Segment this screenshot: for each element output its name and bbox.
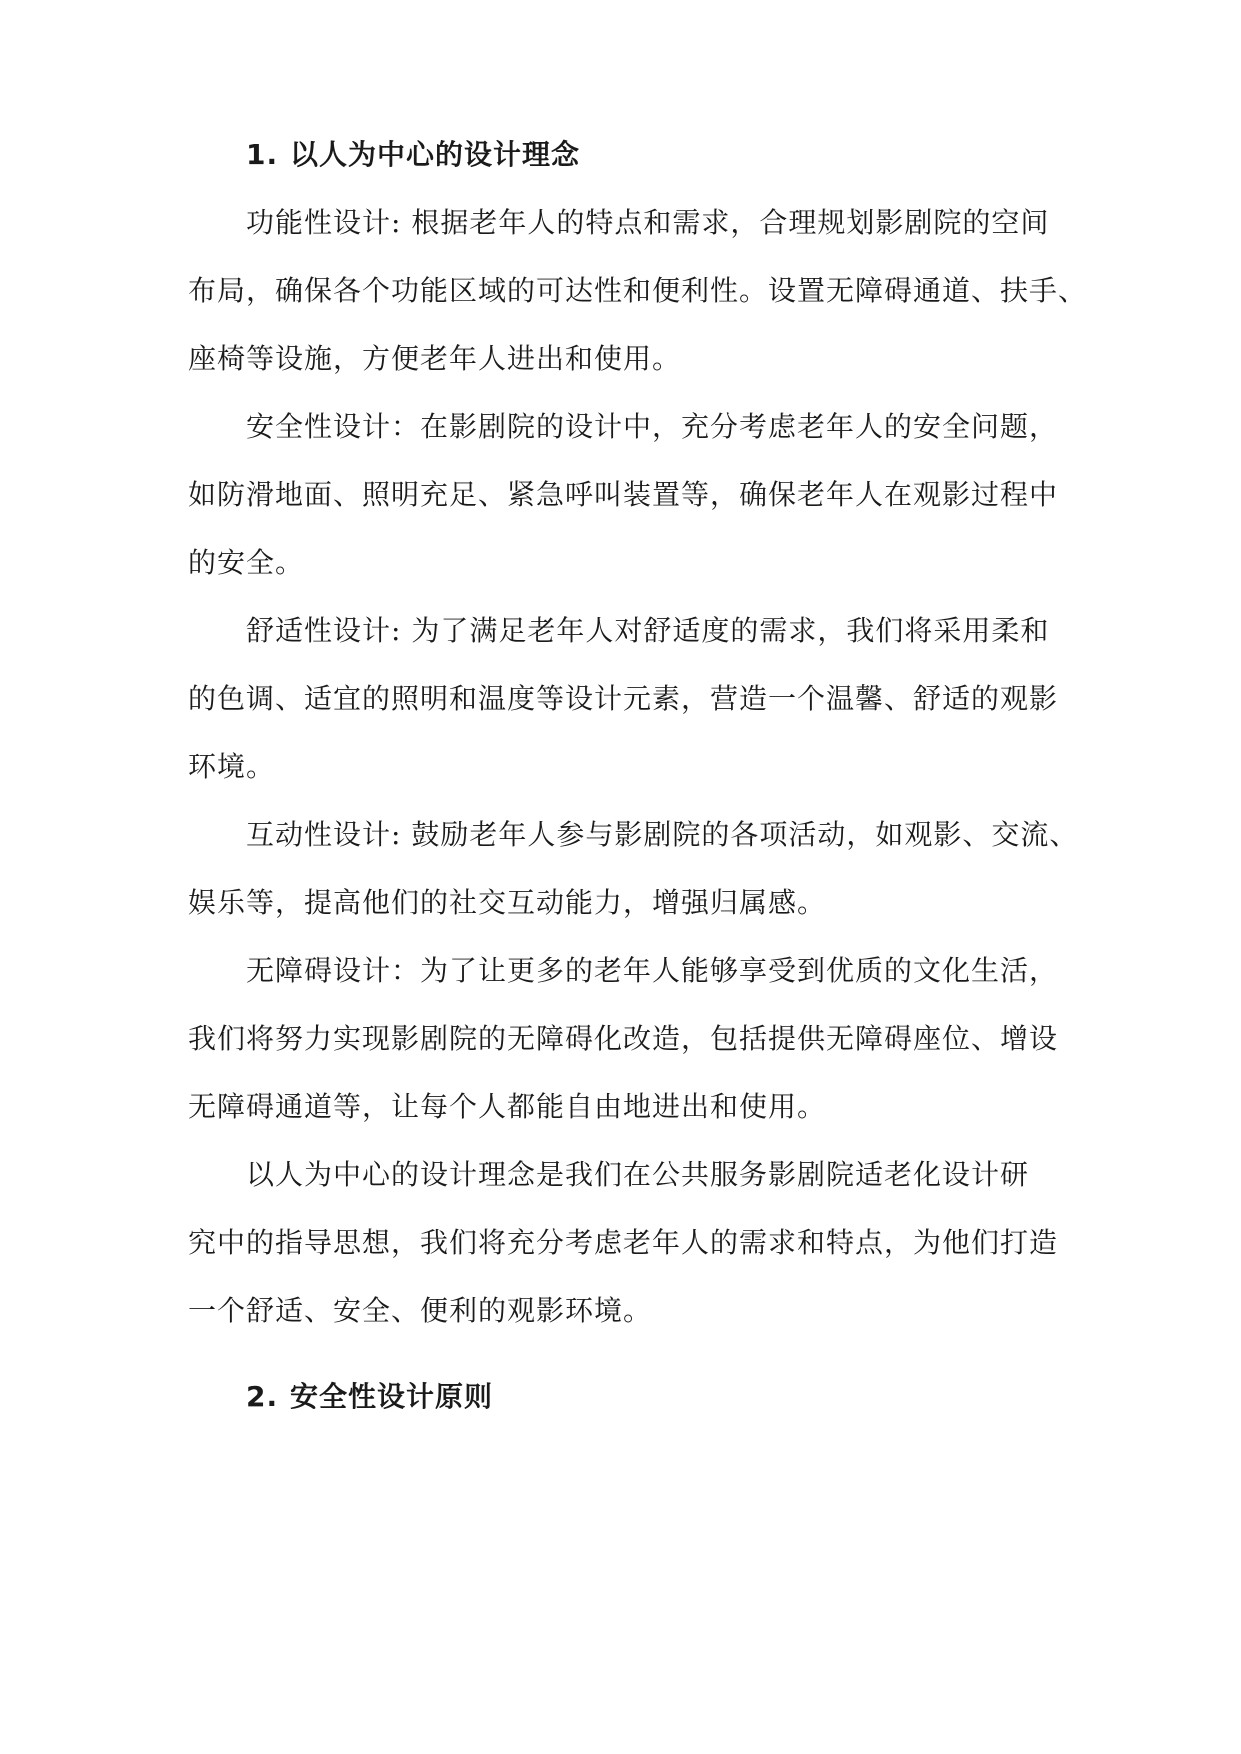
- paragraph-line: 的色调、适宜的照明和温度等设计元素，营造一个温馨、舒适的观影: [188, 682, 1059, 715]
- paragraph-line: 娱乐等，提高他们的社交互动能力，增强归属感。: [188, 886, 827, 919]
- paragraph-line: 安全性设计：在影剧院的设计中，充分考虑老年人的安全问题，: [246, 410, 1059, 443]
- section-number: 1.: [246, 138, 279, 171]
- section-heading-1: [246, 135, 580, 175]
- section-heading-2: [246, 1377, 493, 1417]
- paragraph-line: 无障碍设计：为了让更多的老年人能够享受到优质的文化生活，: [246, 954, 1059, 987]
- paragraph-line: 的安全。: [188, 546, 305, 579]
- section-title: 安全性设计原则: [290, 1380, 494, 1413]
- paragraph-line: 以人为中心的设计理念是我们在公共服务影剧院适老化设计研: [246, 1158, 1030, 1191]
- paragraph-line: 我们将努力实现影剧院的无障碍化改造，包括提供无障碍座位、增设: [188, 1022, 1059, 1055]
- paragraph-line: 无障碍通道等，让每个人都能自由地进出和使用。: [188, 1090, 827, 1123]
- paragraph-line: 互动性设计: 鼓励老年人参与影剧院的各项活动，如观影、交流、: [246, 818, 1079, 851]
- paragraph-line: 座椅等设施，方便老年人进出和使用。: [188, 342, 682, 375]
- paragraph-line: 布局，确保各个功能区域的可达性和便利性。设置无障碍通道、扶手、: [188, 274, 1088, 307]
- paragraph-line: 究中的指导思想，我们将充分考虑老年人的需求和特点，为他们打造: [188, 1226, 1059, 1259]
- paragraph-line: 舒适性设计: 为了满足老年人对舒适度的需求，我们将采用柔和: [246, 614, 1050, 647]
- section-number: 2.: [246, 1380, 279, 1413]
- paragraph-line: 环境。: [188, 750, 276, 783]
- section-title: 以人为中心的设计理念: [290, 138, 581, 171]
- paragraph-line: 如防滑地面、照明充足、紧急呼叫装置等，确保老年人在观影过程中: [188, 478, 1059, 511]
- paragraph-line: 一个舒适、安全、便利的观影环境。: [188, 1294, 653, 1327]
- paragraph-line: 功能性设计: 根据老年人的特点和需求，合理规划影剧院的空间: [246, 206, 1050, 239]
